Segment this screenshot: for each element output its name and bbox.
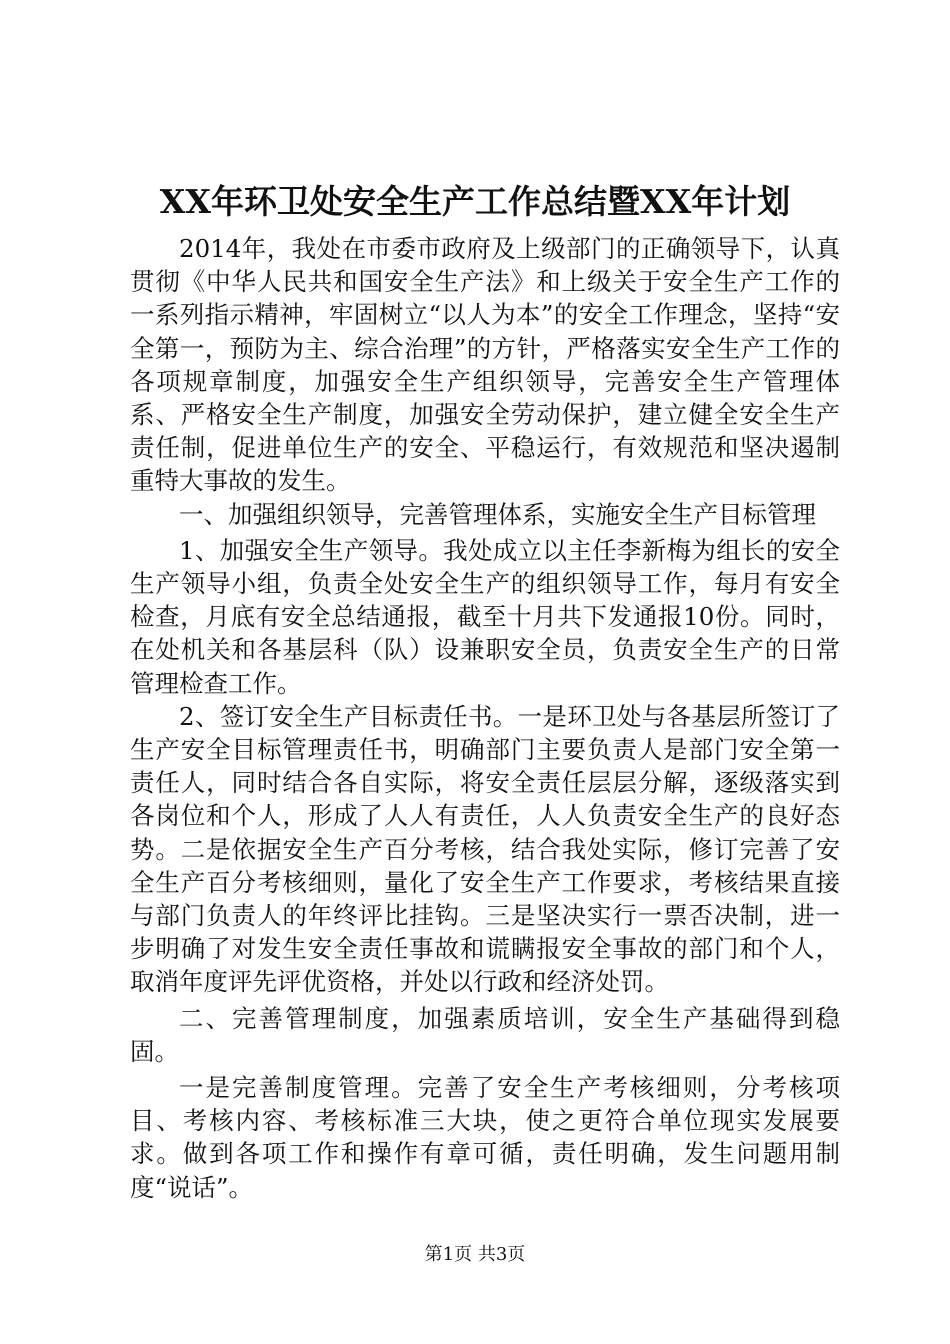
section-heading-1: 一、加强组织领导，完善管理体系，实施安全生产目标管理 (179, 499, 816, 529)
document-body (130, 232, 840, 1204)
paragraph-item-2: 2、签订安全生产目标责任书。一是环卫处与各基层所签订了生产安全目标管理责任书，明确部门主要负责人是部门安全第一责任人，同时结合各自实际，将安全责任层层分解，逐级落实到各岗位和个人，形成了人人有责任，人人负责安全生产的良好态势。二是依据安全生产百分考核，结合我处实际，修订完善了安全生产百分考核细则，量化了安全生产工作要求，考核结果直接与部门负责人的年终评比挂钩。三是坚决实行一票否决制，进一步明确了对发生安全责任事故和谎瞒报安全事故的部门和个人，取消年度评先评优资格，并处以行政和经济处罚。 (130, 701, 840, 997)
paragraph-intro: 2014年，我处在市委市政府及上级部门的正确领导下，认真贯彻《中华人民共和国安全生产法》和上级关于安全生产工作的一系列指示精神，牢固树立“以人为本”的安全工作理念，坚持“安全第一，预防为主、综合治理”的方针，严格落实安全生产工作的各项规章制度，加强安全生产组织领导，完善安全生产管理体系、严格安全生产制度，加强安全劳动保护，建立健全安全生产责任制，促进单位生产的安全、平稳运行，有效规范和坚决遏制重特大事故的发生。 (130, 234, 840, 496)
paragraph-item-1: 1、加强安全生产领导。我处成立以主任李新梅为组长的安全生产领导小组，负责全处安全生产的组织领导工作，每月有安全检查，月底有安全总结通报，截至十月共下发通报10份。同时，在处机关和各基层科（队）设兼职安全员，负责安全生产的日常管理检查工作。 (130, 535, 840, 698)
page-footer: 第1页 共3页 (424, 1244, 526, 1265)
document-title: XX年环卫处安全生产工作总结暨XX年计划 (159, 182, 791, 221)
paragraph-item-3: 一是完善制度管理。完善了安全生产考核细则，分考核项目、考核内容、考核标准三大块，使之更符合单位现实发展要求。做到各项工作和操作有章可循，责任明确，发生问题用制度“说话”。 (130, 1073, 840, 1202)
section-heading-2: 二、完善管理制度，加强素质培训，安全生产基础得到稳固。 (130, 1003, 840, 1066)
